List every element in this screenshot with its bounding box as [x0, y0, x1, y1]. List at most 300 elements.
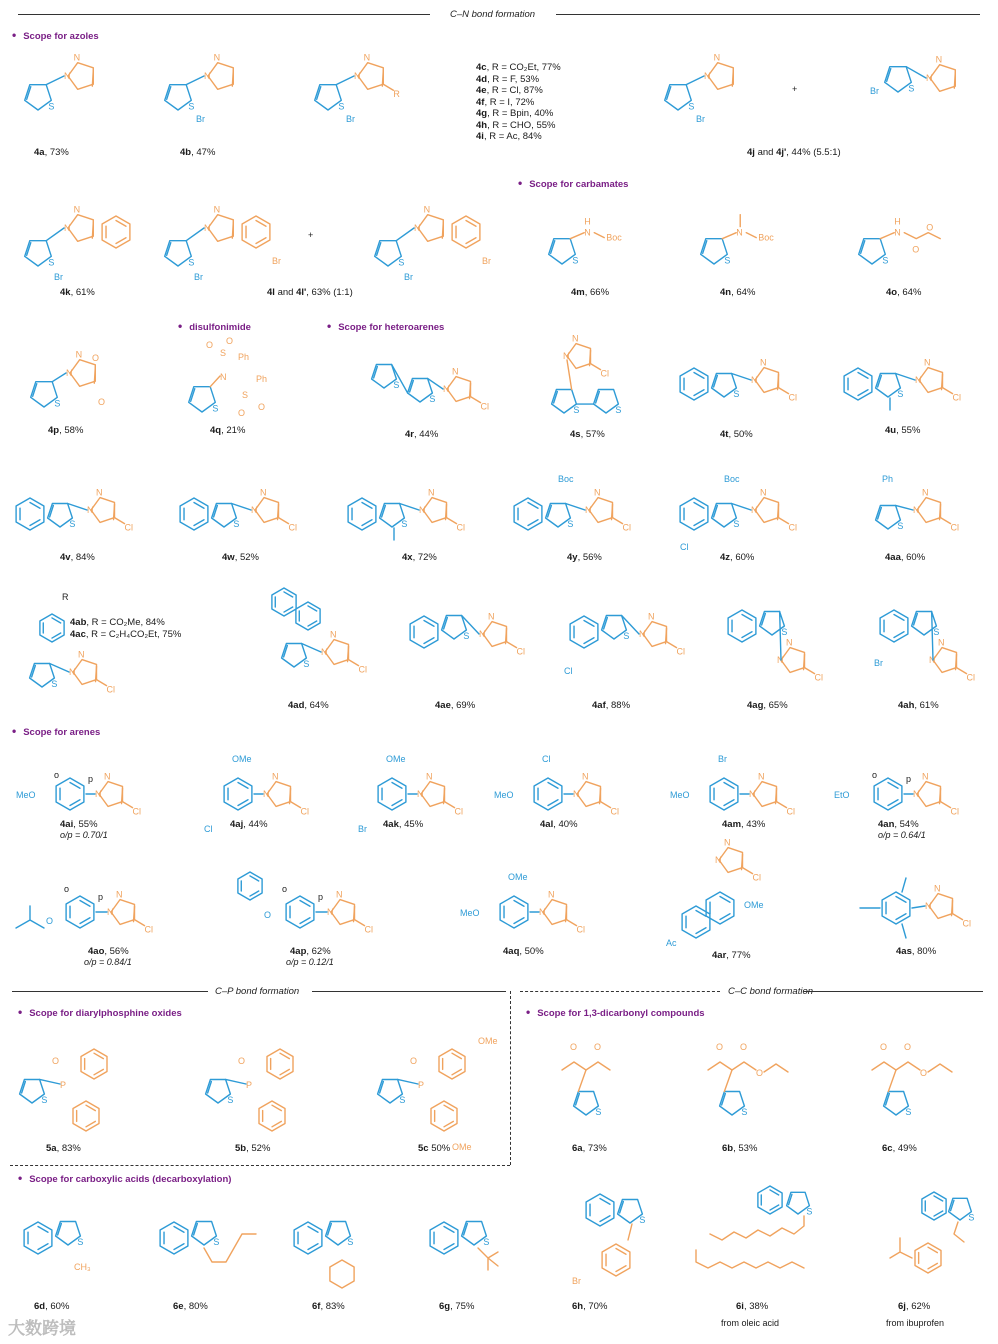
link-bond: [888, 1070, 896, 1091]
sulfur-label: S: [41, 1095, 48, 1106]
methyl-label: CH₃: [74, 1262, 91, 1272]
pyrazole-ring: [919, 368, 943, 393]
nitrogen-label: N: [95, 789, 102, 799]
structure-6a: [552, 1030, 692, 1140]
structure-4q: [180, 330, 290, 430]
substituent-label: Cl: [600, 368, 610, 379]
sulfur-label: S: [567, 519, 574, 530]
heading-diarylphosphine: • Scope for diarylphosphine oxides: [18, 1005, 182, 1019]
r-row: 4ac, R = C₂H₄CO₂Et, 75%: [70, 628, 182, 640]
substituent-bond: [941, 518, 951, 524]
structure-6h: [566, 1186, 686, 1296]
bromo-label: Br: [572, 1276, 581, 1286]
para-label: p: [318, 892, 324, 902]
substituent-label: Cl: [786, 806, 796, 817]
r-row: 4i, R = Ac, 84%: [476, 131, 542, 142]
nitrogen-label: N: [213, 52, 221, 63]
structure-6g: [418, 1198, 568, 1308]
structure-4am: [666, 748, 816, 838]
pyrazole-ring: [91, 498, 115, 523]
bromo-label: Br: [404, 272, 413, 282]
structure-4b: [150, 40, 280, 130]
dicarbonyl-chain: [872, 1062, 920, 1070]
heading-carbamates: • Scope for carbamates: [518, 176, 628, 190]
cp-title: C–P bond formation: [215, 986, 300, 997]
sulfur-label: S: [51, 679, 58, 690]
label-4z: 4z, 60%: [720, 552, 755, 563]
sulfur-label: S: [54, 398, 61, 409]
pyrazole-ring: [719, 848, 743, 873]
label-4ae: 4ae, 69%: [435, 700, 476, 711]
pyrazole-ring: [567, 344, 591, 369]
label-5b: 5b, 52%: [235, 1143, 271, 1154]
nitrogen-label: N: [913, 505, 920, 515]
thiophene-ring: [165, 85, 195, 112]
nitrogen-label: N: [321, 647, 328, 657]
nitrogen-label: N: [921, 771, 929, 782]
nitrogen-label: N: [263, 789, 270, 799]
oxygen-label: O: [226, 336, 234, 346]
nitrogen-label: N: [933, 883, 941, 894]
label-4p: 4p, 58%: [48, 425, 84, 436]
para-label: p: [906, 774, 912, 784]
nitrogen-label: N: [571, 333, 579, 344]
n-bond: [722, 233, 736, 239]
nitrogen-label: N: [713, 52, 721, 63]
substituent-label: Br: [718, 754, 727, 764]
sulfur-label: S: [733, 389, 740, 400]
substituent-label: Cl: [454, 806, 464, 817]
substituent-bond: [115, 518, 125, 524]
nitrogen-label: N: [723, 837, 731, 848]
nitrogen-label: N: [451, 366, 459, 377]
pyrazole-ring: [753, 782, 777, 807]
boc-label: Boc: [606, 232, 622, 243]
label-6b: 6b, 53%: [722, 1143, 758, 1154]
methoxy-label: OMe: [478, 1036, 498, 1046]
substituent-bond: [123, 802, 133, 808]
structure-4z: [672, 470, 812, 560]
substituent-label: EtO: [834, 790, 850, 800]
pyrazole-ring: [755, 498, 779, 523]
sulfur-label: S: [733, 519, 740, 530]
bromo-label: Br: [696, 114, 705, 124]
label-4ak: 4ak, 45%: [383, 819, 424, 830]
label-4aq: 4aq, 50%: [503, 946, 544, 957]
substituent-bond: [591, 364, 601, 370]
nitrogen-label: N: [777, 655, 784, 665]
structure-4ai: [12, 748, 162, 838]
nitrogen-label: N: [593, 487, 601, 498]
nitrogen-label: N: [585, 505, 592, 515]
sulfur-label: S: [227, 1095, 234, 1106]
ester-chain: [904, 233, 940, 239]
label-4as: 4as, 80%: [896, 946, 937, 957]
structure-4a: [10, 40, 140, 130]
nitrogen-label: N: [487, 611, 495, 622]
alkyl-chain: [204, 1234, 256, 1262]
sulfur-label: S: [347, 1237, 354, 1248]
sulfur-label: S: [393, 380, 400, 391]
methoxy-label: OMe: [452, 1142, 472, 1152]
oxygen-label: O: [98, 397, 106, 407]
ratio-4ai: o/p = 0.70/1: [60, 830, 108, 840]
thiophene-ring: [315, 85, 345, 112]
pyrazole-ring: [543, 900, 567, 925]
structure-4v: [8, 470, 148, 560]
sulfur-label: S: [398, 257, 405, 268]
substituent-label: Cl: [124, 522, 134, 533]
structure-4k: [10, 188, 170, 288]
label-4s: 4s, 57%: [570, 429, 605, 440]
substituent-bond: [135, 920, 145, 926]
heading-arenes: • Scope for arenes: [12, 724, 100, 738]
nitrogen-label: N: [259, 487, 267, 498]
ratio-4an: o/p = 0.64/1: [878, 830, 926, 840]
sulfur-label: S: [212, 403, 219, 414]
structure-4y: [506, 470, 646, 560]
thiophene-ring: [375, 241, 405, 268]
isopropyl-chain: [16, 906, 44, 928]
substituent-label: Cl: [132, 806, 142, 817]
label-4af: 4af, 88%: [592, 700, 631, 711]
substituent-label: Cl: [788, 522, 798, 533]
r-row: 4h, R = CHO, 55%: [476, 119, 556, 131]
sulfur-label: S: [572, 255, 579, 266]
sulfur-label: S: [220, 348, 227, 358]
label-4b: 4b, 47%: [180, 147, 216, 158]
substituent-bond: [779, 388, 789, 394]
thiophene-ring: [189, 387, 219, 414]
link-bond: [40, 1079, 60, 1084]
label-6a: 6a, 73%: [572, 1143, 607, 1154]
pyrazole-ring: [70, 360, 95, 387]
link-bond: [896, 505, 913, 510]
boc-bond: [746, 233, 756, 238]
dicarbonyl-chain: [708, 1062, 756, 1070]
nitrogen-label: N: [639, 629, 646, 639]
pyrazole-ring: [331, 900, 355, 925]
nitrogen-label: N: [647, 611, 655, 622]
nitrogen-label: N: [757, 771, 765, 782]
structure-4o: [850, 210, 980, 280]
substituent-label: Cl: [966, 672, 976, 683]
link-bond: [932, 611, 933, 660]
substituent-bond: [601, 802, 611, 808]
sulfur-label: S: [897, 521, 904, 532]
pyrazole-ring: [99, 782, 123, 807]
label-4t: 4t, 50%: [720, 429, 753, 440]
pyrazole-ring: [418, 215, 443, 242]
structure-6c: [862, 1030, 998, 1140]
sulfur-label: S: [806, 1206, 813, 1217]
nitrogen-label: N: [327, 907, 334, 917]
sulfur-label: S: [968, 1212, 975, 1223]
r-row: 4d, R = F, 53%: [476, 73, 540, 85]
nitrogen-label: N: [107, 907, 114, 917]
nitrogen-label: N: [915, 375, 922, 385]
cc-rule-left: [520, 991, 720, 992]
oxygen-label: O: [410, 1056, 418, 1066]
acetyl-label: Ac: [666, 938, 677, 948]
nitrogen-label: N: [73, 204, 81, 215]
link-bond: [52, 373, 66, 382]
structure-4al: [490, 748, 640, 838]
ratio-4ao: o/p = 0.84/1: [84, 957, 132, 967]
nitrogen-label: N: [75, 349, 83, 360]
structure-4x: [340, 470, 480, 560]
sulfur-label: S: [303, 659, 310, 670]
nitrogen-label: N: [204, 223, 211, 233]
pyrazole-ring: [421, 782, 445, 807]
pyrazole-ring: [755, 368, 779, 393]
hydrogen-label: H: [584, 216, 591, 227]
substituent-label: MeO: [494, 790, 514, 800]
oxygen-label: O: [238, 408, 246, 418]
structure-4ak: [334, 748, 484, 838]
sulfur-label: S: [595, 1107, 602, 1118]
substituent-label: Cl: [480, 401, 490, 412]
substituent-bond: [355, 920, 365, 926]
nitrogen-label: N: [354, 71, 361, 81]
nitrogen-label: N: [929, 655, 936, 665]
label-4ai: 4ai, 55%: [60, 819, 98, 830]
plus-label: +: [792, 84, 798, 94]
nitrogen-label: N: [103, 771, 111, 782]
bromo-label: Br: [54, 272, 63, 282]
oxygen-label: O: [570, 1042, 578, 1052]
label-6f: 6f, 83%: [312, 1301, 345, 1312]
label-4o: 4o, 64%: [886, 287, 922, 298]
bromo-label: Br: [870, 86, 879, 96]
phosphorus-label: P: [60, 1080, 67, 1090]
substituent-label: OMe: [386, 754, 406, 764]
substituent-bond: [943, 388, 953, 394]
cn-title: C–N bond formation: [450, 9, 536, 20]
substituent-label: Cl: [950, 522, 960, 533]
structure-4ah: [870, 590, 990, 700]
cp-rule-left: [12, 991, 208, 992]
structure-4j-prime: [870, 52, 986, 122]
r-row: 4ab, R = CO₂Me, 84%: [70, 617, 165, 628]
sulfur-label: S: [48, 101, 55, 112]
oxygen-label: O: [926, 222, 934, 233]
pyrazole-ring: [930, 65, 955, 92]
nitrogen-label: N: [584, 227, 591, 238]
substituent-bond: [445, 802, 455, 808]
thiophene-ring: [25, 241, 55, 268]
label-4al: 4al, 40%: [540, 819, 578, 830]
double-bond: [92, 222, 93, 238]
heading-azoles: • Scope for azoles: [12, 28, 99, 42]
structure-6i: [686, 1186, 836, 1296]
sulfur-label: S: [463, 631, 470, 642]
substituent-bond: [349, 660, 359, 666]
pyrazole-ring: [447, 377, 471, 402]
oxygen-label: O: [258, 402, 266, 412]
link-bond: [566, 503, 585, 510]
structure-4c-4i: [300, 40, 430, 130]
nitrogen-label: N: [73, 52, 81, 63]
thiophene-ring: [859, 239, 889, 266]
pyrazole-ring: [68, 63, 93, 90]
label-6i: 6i, 38%: [736, 1301, 769, 1312]
substituent-bond: [567, 920, 577, 926]
substituent-label: Cl: [106, 684, 116, 695]
nitrogen-label: N: [363, 52, 371, 63]
ortho-label: o: [872, 770, 878, 780]
link-bond: [724, 1070, 732, 1091]
substituent-label: Cl: [204, 824, 213, 834]
substituent-label: MeO: [460, 908, 480, 918]
structure-6f: [282, 1198, 432, 1308]
nitrogen-label: N: [923, 357, 931, 368]
sulfur-label: S: [77, 1237, 84, 1248]
boc-label: Boc: [758, 232, 774, 243]
link-bond: [336, 76, 354, 85]
sulfur-label: S: [242, 390, 249, 400]
phosphorus-label: P: [246, 1080, 253, 1090]
substituent-label: OMe: [508, 872, 528, 882]
label-4m: 4m, 66%: [571, 287, 610, 298]
pyrazole-ring: [267, 782, 291, 807]
nitrogen-label: N: [64, 71, 71, 81]
oxygen-label: O: [756, 1068, 764, 1078]
structure-4m: [540, 210, 660, 280]
nitrogen-label: N: [751, 505, 758, 515]
plus-sign: [790, 82, 804, 96]
nitrogen-label: N: [573, 789, 580, 799]
substituent-label: Cl: [542, 754, 551, 764]
pyrazole-ring: [208, 215, 233, 242]
substituent-label: Cl: [610, 806, 620, 817]
label-6h: 6h, 70%: [572, 1301, 608, 1312]
structure-4j: [650, 40, 780, 130]
structure-4af: [560, 590, 690, 690]
substituent-bond: [953, 914, 963, 920]
nitrogen-label: N: [715, 855, 722, 865]
ortho-label: o: [54, 770, 60, 780]
structure-4aa: [862, 470, 982, 550]
sulfur-label: S: [69, 519, 76, 530]
thiophene-ring: [885, 67, 915, 94]
thiophene-ring: [701, 239, 731, 266]
heading-heteroarenes: • Scope for heteroarenes: [327, 319, 444, 333]
label-4ah: 4ah, 61%: [898, 700, 939, 711]
label-4n: 4n, 64%: [720, 287, 756, 298]
label-4an: 4an, 54%: [878, 819, 919, 830]
structure-4r: [360, 345, 500, 425]
oxygen-label: O: [912, 244, 920, 255]
oxygen-label: O: [46, 916, 54, 926]
r-row: 4g, R = Bpin, 40%: [476, 108, 554, 119]
link-bond: [226, 1079, 246, 1084]
note-6i: from oleic acid: [721, 1318, 780, 1328]
sulfur-label: S: [399, 1095, 406, 1106]
link-bond: [567, 360, 572, 389]
link-bond: [732, 373, 751, 380]
double-bond: [732, 70, 733, 86]
bromo-label: Br: [874, 658, 883, 668]
substituent-bond: [667, 642, 677, 648]
cn-rule-left: [18, 14, 430, 15]
double-bond: [232, 222, 233, 238]
structure-4ab-4ac: [10, 590, 130, 710]
nitrogen-label: N: [751, 375, 758, 385]
nitrogen-label: N: [64, 223, 71, 233]
label-4ag: 4ag, 65%: [747, 700, 788, 711]
structure-4aj: [180, 748, 330, 838]
label-4ap: 4ap, 62%: [290, 946, 331, 957]
label-6d: 6d, 60%: [34, 1301, 70, 1312]
bromo-label: Br: [194, 272, 203, 282]
oxygen-label: O: [238, 1056, 246, 1066]
nitrogen-label: N: [925, 901, 932, 911]
label-6e: 6e, 80%: [173, 1301, 208, 1312]
nitrogen-label: N: [921, 487, 929, 498]
structure-4l: [150, 188, 310, 288]
pyrazole-ring: [781, 648, 805, 673]
bromo-label: Br: [346, 114, 355, 124]
substituent-bond: [779, 518, 789, 524]
substituent-label: Cl: [814, 672, 824, 683]
n-bond: [570, 233, 584, 239]
bromo-label: Br: [272, 256, 281, 266]
phosphorus-label: P: [418, 1080, 425, 1090]
thiophene-ring: [165, 241, 195, 268]
sulfur-label: S: [905, 1107, 912, 1118]
pyrazole-ring: [111, 900, 135, 925]
nitrogen-label: N: [213, 204, 221, 215]
substituent-label: Cl: [950, 806, 960, 817]
substituent-label: Cl: [300, 806, 310, 817]
label-4j: 4j and 4j', 44% (5.5:1): [747, 147, 841, 158]
oxygen-label: O: [264, 910, 272, 920]
nitrogen-label: N: [937, 637, 945, 648]
sulfur-label: S: [897, 389, 904, 400]
r-label: R: [62, 592, 69, 602]
nitrogen-label: N: [479, 629, 486, 639]
r-row: 4c, R = CO₂Et, 77%: [476, 62, 561, 73]
r-list-4c-4i: [476, 62, 561, 143]
pyrazole-ring: [577, 782, 601, 807]
ethyl-branch: [954, 1222, 964, 1242]
structure-6d: [12, 1198, 162, 1308]
tbutyl-group: [478, 1248, 498, 1270]
label-4r: 4r, 44%: [405, 429, 439, 440]
r-row: 4f, R = I, 72%: [476, 96, 535, 108]
dicarbonyl-chain: [562, 1062, 610, 1070]
substituent-bond: [97, 680, 107, 686]
structure-4ae: [400, 590, 530, 690]
nitrogen-label: N: [271, 771, 279, 782]
ratio-4ap: o/p = 0.12/1: [286, 957, 334, 967]
pyrazole-ring: [68, 215, 93, 242]
sulfur-label: S: [908, 83, 915, 94]
chloro-label: Cl: [564, 666, 573, 676]
label-5c: 5c 50%: [418, 1143, 451, 1154]
structure-4as: [856, 866, 986, 946]
nitrogen-label: N: [759, 487, 767, 498]
label-4k: 4k, 61%: [60, 287, 95, 298]
heading-disulfonimide: • disulfonimide: [178, 319, 251, 333]
nitrogen-label: N: [539, 907, 546, 917]
sulfur-label: S: [688, 101, 695, 112]
structure-5a: [10, 1030, 150, 1140]
substituent-label: Cl: [456, 522, 466, 533]
nitrogen-label: N: [704, 71, 711, 81]
substituent-bond: [471, 397, 481, 403]
